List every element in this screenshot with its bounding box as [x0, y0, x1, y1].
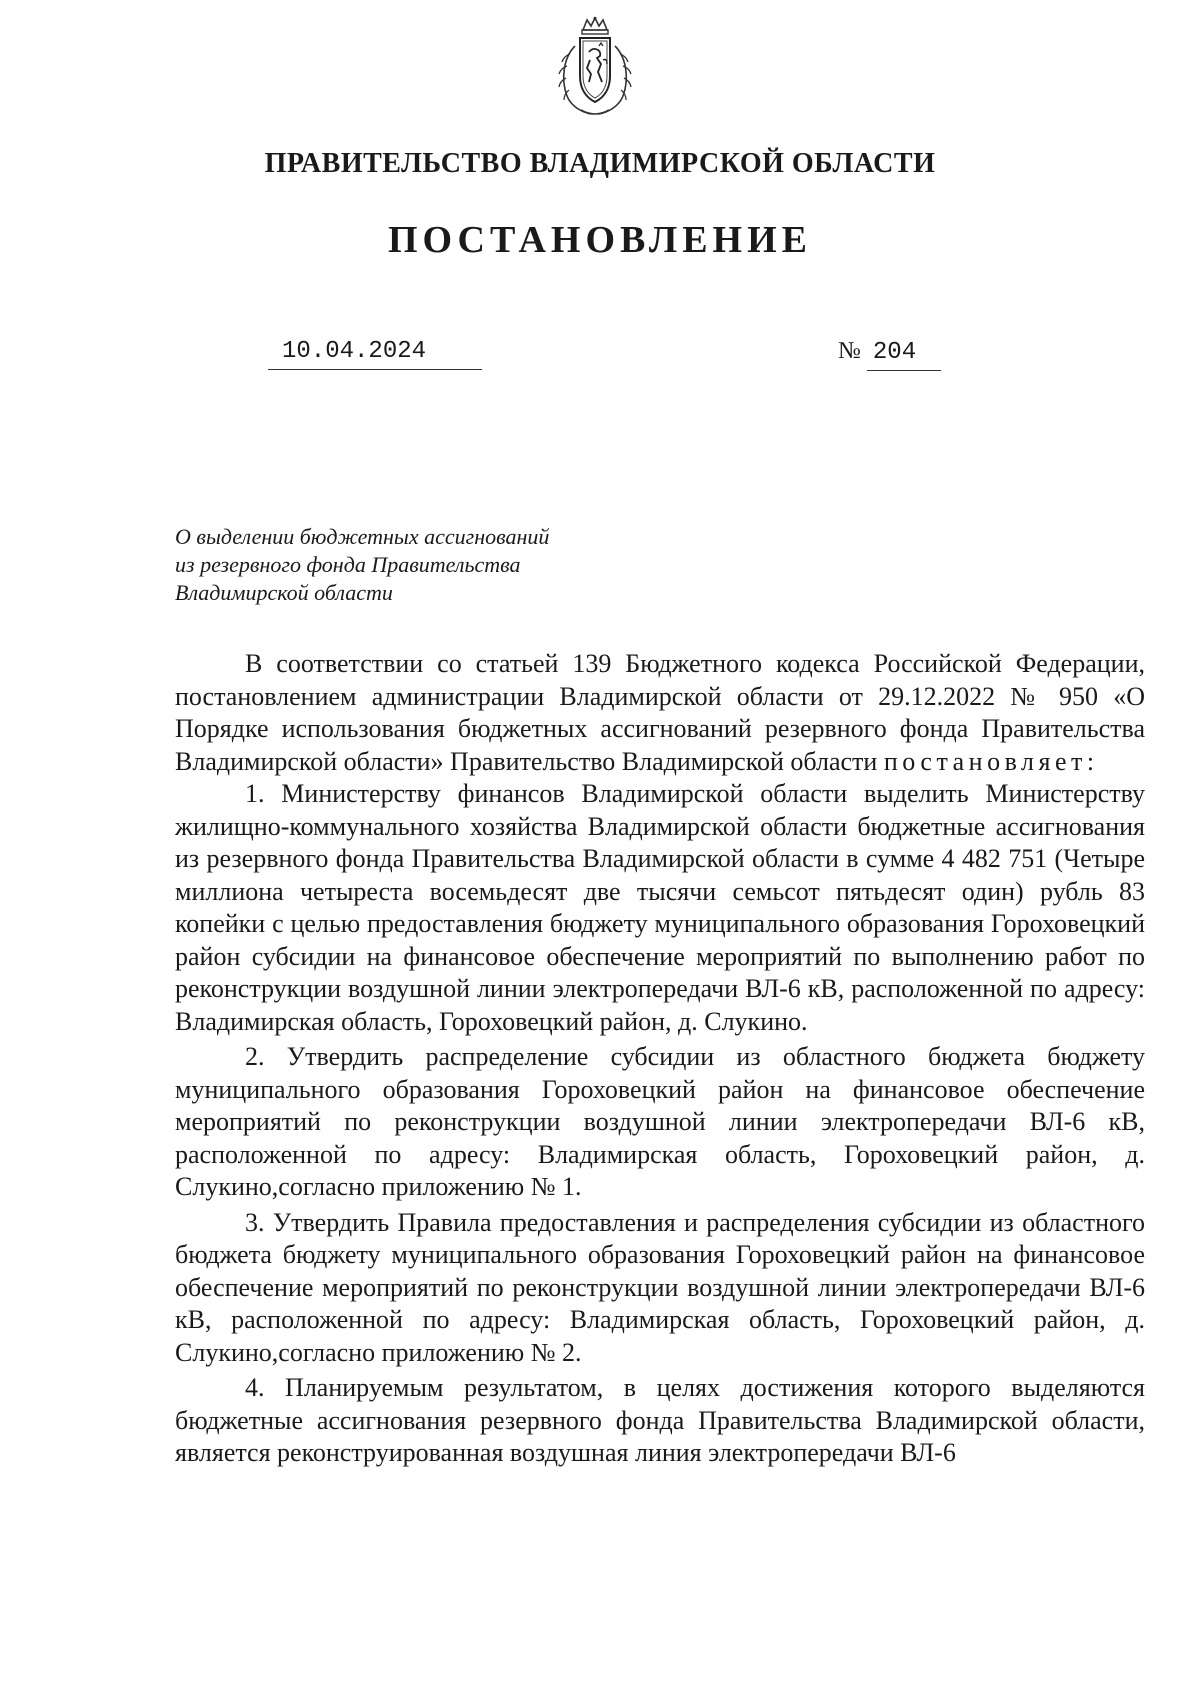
- number-value: 204: [867, 339, 941, 371]
- item-4-paragraph: 4. Планируемым результатом, в целях достижения которого выделяются бюджетные ассигнования резервного фонда Правительства Владимирской области, является реконструированная воздушная линия электропередачи ВЛ-6: [175, 1373, 1145, 1467]
- item-3-paragraph: 3. Утвердить Правила предоставления и распределения субсидии из областного бюджета бюджету муниципального образования Гороховецкий район на финансовое обеспечение мероприятий по реконструкции воздушной линии электропередачи ВЛ-6 кВ, расположенной по адресу: Владимирская область, Гороховецкий район, д. Слукино,согласно приложению № 2.: [175, 1207, 1145, 1367]
- document-subject: [175, 523, 549, 607]
- item-1-paragraph: 1. Министерству финансов Владимирской области выделить Министерству жилищно-коммунального хозяйства Владимирской области бюджетные ассигнования из резервного фонда Правительства Владимирской области в сумме 4 482 751 (Четыре миллиона четыреста восемьдесят две тысячи семьсот пятьдесят один) рубль 83 копейки с целью предоставления бюджету муниципального образования Гороховецкий район субсидии на финансовое обеспечение мероприятий по выполнению работ по реконструкции воздушной линии электропередачи ВЛ-6 кВ, расположенной по адресу: Владимирская область, Гороховецкий район, д. Слукино.: [175, 779, 1145, 1036]
- resolves-word: постановляет:: [883, 746, 1099, 776]
- document-type-heading: ПОСТАНОВЛЕНИЕ: [387, 219, 813, 261]
- subject-line: из резервного фонда Правительства: [175, 552, 521, 577]
- number-sign: №: [838, 338, 861, 364]
- document-date: 10.04.2024: [268, 338, 482, 370]
- subject-line: О выделении бюджетных ассигнований: [175, 524, 550, 549]
- preamble-text: В соответствии со статьей 139 Бюджетного кодекса Российской Федерации, постановлением администрации Владимирской области от 29.12.2022 № 950 «О Порядке использования бюджетных ассигнований резервного фонда Правительства Владимирской области» Правительство Владимирской области: [175, 649, 1145, 776]
- government-title: ПРАВИТЕЛЬСТВО ВЛАДИМИРСКОЙ ОБЛАСТИ: [264, 148, 936, 179]
- vladimir-region-coat-of-arms-icon: [553, 16, 637, 120]
- preamble-paragraph: [175, 648, 1145, 778]
- subject-line: Владимирской области: [175, 580, 393, 605]
- document-body: [175, 648, 1145, 1470]
- item-2-paragraph: 2. Утвердить распределение субсидии из областного бюджета бюджету муниципального образования Гороховецкий район на финансовое обеспечение мероприятий по реконструкции воздушной линии электропередачи ВЛ-6 кВ, расположенной по адресу: Владимирская область, Гороховецкий район, д. Слукино,согласно приложению № 1.: [175, 1042, 1145, 1201]
- document-number: [838, 338, 941, 371]
